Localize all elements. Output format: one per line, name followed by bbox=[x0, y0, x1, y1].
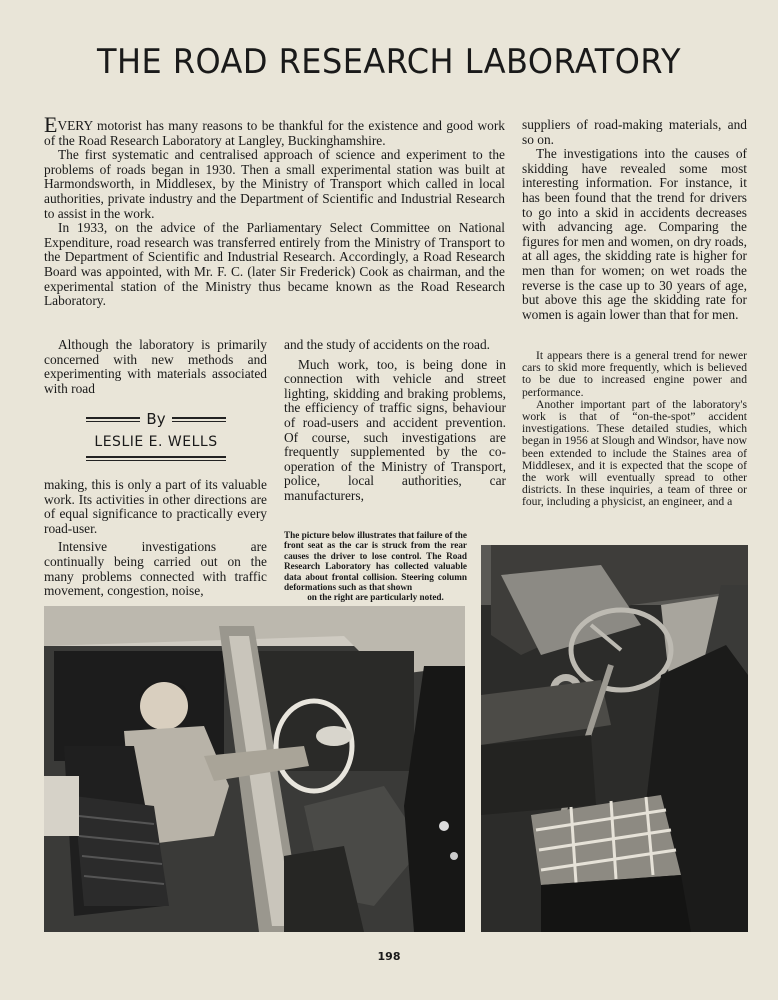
byline-rule-left bbox=[86, 417, 140, 422]
photo-driver-seat-failure bbox=[44, 606, 465, 932]
intro-paragraph-2: The first systematic and centralised approach of science and experiment to the problems of roads began in 1930. Then a small experimental station was built at Harmondsworth, in Middlesex, by the Ministry of Transport which called in local authorities, private industry and the Department of Scientific and Industrial Research to assist in the work. bbox=[44, 147, 505, 221]
column-1-top bbox=[44, 338, 267, 396]
byline-by: By bbox=[146, 410, 166, 428]
col3-paragraph-4: Another important part of the laboratory's work is that of “on-the-spot” accident investigations. These detailed studies, which began in 1956 at Slough and Windsor, have now been extended to include the Staines area of Middlesex, and it is expected that the scope of the work will eventually spread to other districts. In these inquiries, a team of three or four, including a physicist, an engineer, and a bbox=[522, 397, 747, 509]
col1-paragraph-1: Although the laboratory is primarily concerned with new methods and experimenting with materials associated with road bbox=[44, 337, 267, 396]
byline-author: LESLIE E. WELLS bbox=[94, 434, 218, 450]
byline-rule-right bbox=[172, 417, 226, 422]
article-title: THE ROAD RESEARCH LABORATORY bbox=[97, 42, 681, 82]
column-1-bottom bbox=[44, 478, 267, 599]
col2-paragraph-2: Much work, too, is being done in connection with vehicle and street lighting, skidding and braking problems, the efficiency of traffic signs, behaviour of road-users and accident prevention. Of course, such investigations are frequently supplemented by the co-operation of the Ministry of Transport, police, local authorities, car manufacturers, bbox=[284, 356, 506, 503]
col3-paragraph-1: suppliers of road-making materials, and so on. bbox=[522, 117, 747, 147]
photo-caption bbox=[284, 530, 467, 603]
column-2 bbox=[284, 338, 506, 504]
col1-paragraph-3: Intensive investigations are continually being carried out on the many problems connected with traffic movement, congestion, noise, bbox=[44, 539, 267, 599]
col3-paragraph-3: It appears there is a general trend for newer cars to skid more frequently, which is believed to be due to increased engine power and performance. bbox=[522, 349, 747, 399]
photo-steering-column-deformation bbox=[481, 545, 748, 932]
photo-driver-seat-failure-image bbox=[44, 606, 465, 932]
column-3-small bbox=[522, 350, 747, 509]
page-number: 198 bbox=[377, 950, 401, 963]
col3-paragraph-2: The investigations into the causes of skidding have revealed some most interesting information. For instance, it has been found that the trend for drivers to go into a skid in accidents decreases with advancing age. Comparing the figures for men and women, on dry roads, at all ages, the skidding rate is higher for men than for women; on wet roads the reverse is the case up to 30 years of age, but above this age the skidding rate for women is again lower than that for men. bbox=[522, 146, 747, 322]
intro-paragraph-3: In 1933, on the advice of the Parliamentary Select Committee on National Expenditure, road research was transferred entirely from the Ministry of Transport to the Department of Scientific and Industrial Research. Accordingly, a Road Research Board was appointed, with Mr. F. C. (later Sir Frederick) Cook as chairman, and the experimental station of the Ministry thus became known as the Road Research Laboratory. bbox=[44, 220, 505, 309]
drop-cap: E bbox=[44, 112, 58, 137]
caption-last-line: on the right are particularly noted. bbox=[307, 592, 444, 603]
col2-paragraph-1: and the study of accidents on the road. bbox=[284, 337, 491, 352]
photo-steering-column-image bbox=[481, 545, 748, 932]
byline-rule-bottom bbox=[86, 456, 226, 461]
col1-paragraph-2: making, this is only a part of its valuable work. Its activities in other directions are of equal significance to practically every road-user. bbox=[44, 477, 267, 536]
byline bbox=[86, 410, 226, 461]
intro-text bbox=[44, 112, 505, 309]
caption-main: The picture below illustrates that failure of the front seat as the car is struck from the rear causes the driver to lose control. The Road Research Laboratory has collected valuable data about frontal collision. Steering column deformations such as that shown bbox=[284, 530, 467, 593]
intro-paragraph-1: EVERY motorist has many reasons to be thankful for the existence and good work of the Road Research Laboratory at Langley, Buckinghamshire. bbox=[44, 112, 505, 148]
column-3 bbox=[522, 118, 747, 322]
